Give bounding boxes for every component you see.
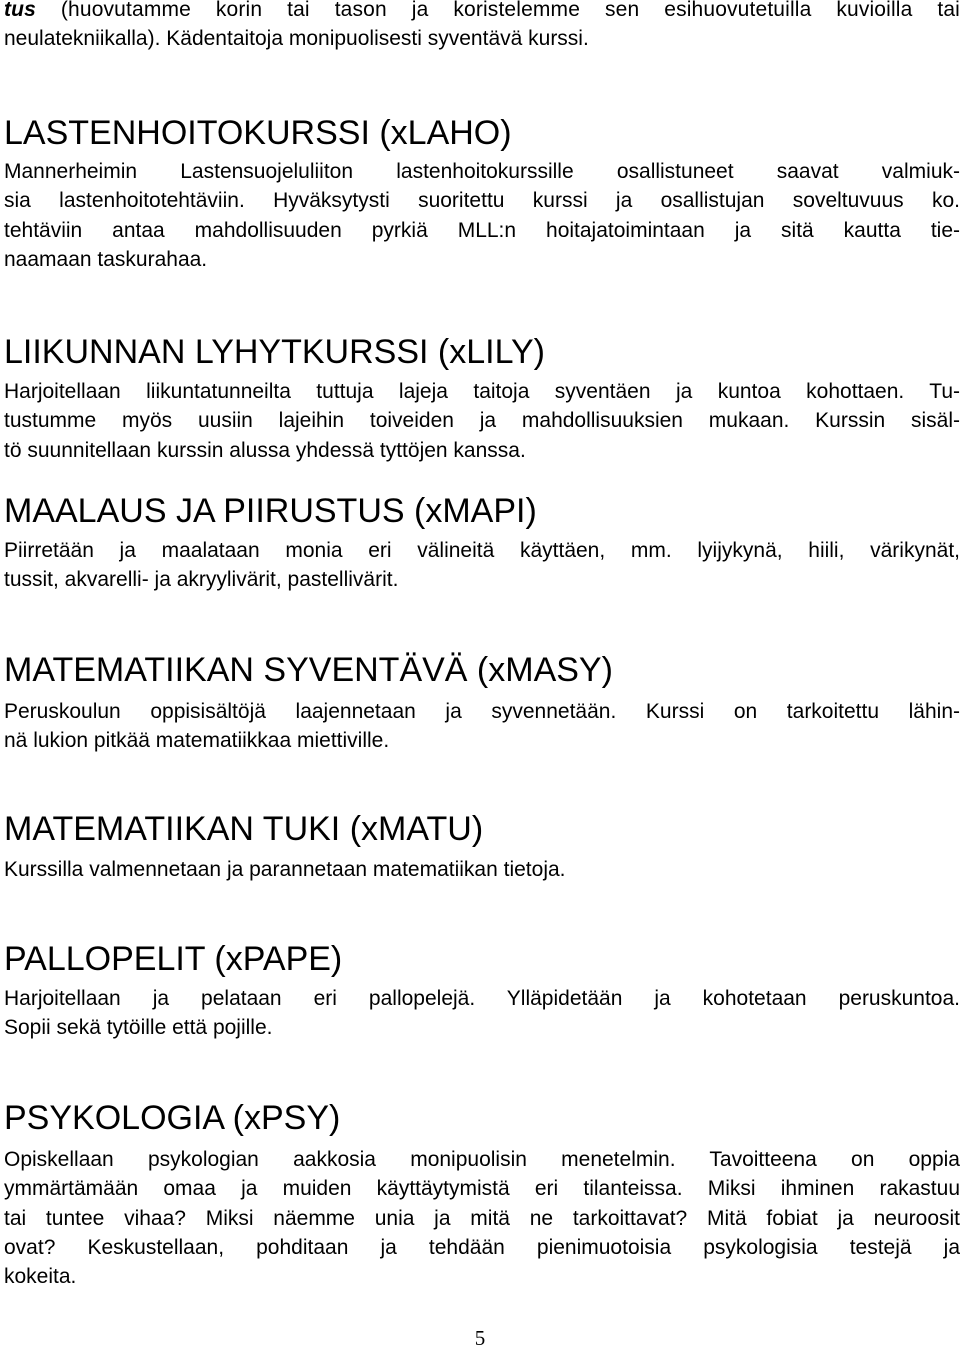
course-description [4,1145,960,1291]
description-line: tehtäviin antaa mahdollisuuden pyrkiä MLL:n hoitajatoimintaan ja sitä kautta tie- [4,218,960,242]
intro-paragraph [4,0,960,54]
description-line: Peruskoulun oppisisältöjä laajennetaan ja syvennetään. Kurssi on tarkoitettu lähin- [4,700,960,723]
course-description [4,536,960,595]
description-line: Harjoitellaan ja pelataan eri pallopelejä. Ylläpidetään ja kohotetaan peruskuntoa. [4,987,960,1010]
description-line: naamaan taskurahaa. [4,247,208,271]
course-description [4,377,960,465]
intro-line-rest: (huovutamme korin tai tason ja koristelemme sen esihuovutetuilla kuvioilla tai [35,0,960,21]
course-heading: PSYKOLOGIA (xPSY) [4,1099,341,1137]
description-line: Sopii sekä tytöille että pojille. [4,1016,273,1040]
description-line: ovat? Keskustellaan, pohditaan ja tehdään pienimuotoisia psykologisia testejä ja [4,1235,960,1259]
course-description [4,157,960,274]
description-line: sia lastenhoitotehtäviin. Hyväksytysti suoritettu kurssi ja osallistujan soveltuvuus ko. [4,189,960,213]
course-heading: PALLOPELIT (xPAPE) [4,940,343,978]
intro-line [4,0,960,24]
course-heading: MATEMATIIKAN TUKI (xMATU) [4,810,484,848]
description-line: Piirretään ja maalataan monia eri välineitä käyttäen, mm. lyijykynä, hiili, värikynät, [4,539,960,562]
course-heading: MAALAUS JA PIIRUSTUS (xMAPI) [4,492,537,530]
description-line: ymmärtämään omaa ja muiden käyttäytymistä eri tilanteissa. Miksi ihminen rakastuu [4,1177,960,1201]
description-line: kokeita. [4,1265,77,1289]
description-line: tö suunnitellaan kurssin alussa yhdessä tyttöjen kanssa. [4,438,526,462]
page-number: 5 [474,1326,486,1350]
description-line: Mannerheimin Lastensuojeluliiton lastenhoitokurssille osallistuneet saavat valmiuk- [4,160,960,183]
course-heading: LASTENHOITOKURSSI (xLAHO) [4,114,512,152]
course-description [4,697,960,756]
description-line: Kurssilla valmennetaan ja parannetaan matematiikan tietoja. [4,858,566,881]
description-line: tussit, akvarelli- ja akryylivärit, pastellivärit. [4,568,399,592]
description-line: nä lukion pitkää matematiikkaa miettiville. [4,729,390,753]
course-heading: LIIKUNNAN LYHYTKURSSI (xLILY) [4,333,545,371]
intro-lead-word: tus [4,0,36,21]
description-line: tai tuntee vihaa? Miksi näemme unia ja mitä ne tarkoittavat? Mitä fobiat ja neuroosit [4,1206,960,1230]
intro-line: neulatekniikalla). Kädentaitoja monipuolisesti syventävä kurssi. [4,27,589,51]
course-description [4,855,960,884]
course-description [4,984,960,1043]
description-line: Opiskellaan psykologian aakkosia monipuolisin menetelmin. Tavoitteena on oppia [4,1148,960,1171]
description-line: tustumme myös uusiin lajeihin toiveiden ja mahdollisuuksien mukaan. Kurssin sisäl- [4,409,960,433]
description-line: Harjoitellaan liikuntatunneilta tuttuja lajeja taitoja syventäen ja kuntoa kohottaen. Tu- [4,380,960,403]
course-heading: MATEMATIIKAN SYVENTÄVÄ (xMASY) [4,651,613,689]
